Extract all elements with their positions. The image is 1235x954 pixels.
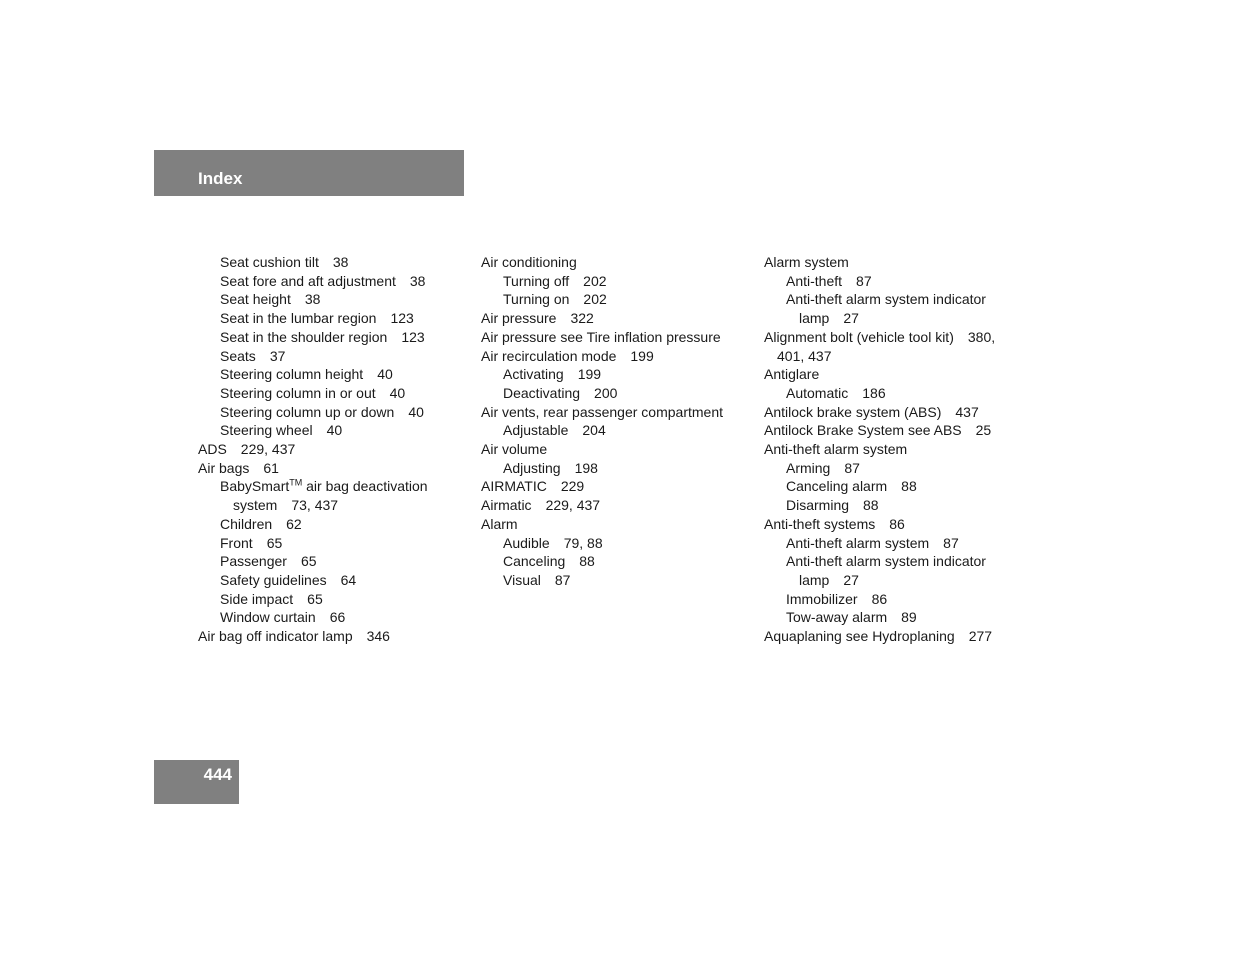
index-entry-term: Alarm [481,515,518,532]
index-entry-page-ref: 27 [843,571,859,588]
index-entry [198,403,468,422]
index-entry [198,571,468,590]
index-entry-term: 401, 437 [777,347,832,364]
index-entry [764,608,1034,627]
index-entry [764,534,1034,553]
index-entry-page-ref: 40 [408,403,424,420]
index-entry-page-ref: 87 [554,571,571,588]
index-entry [481,365,751,384]
index-entry [198,552,468,571]
index-entry-term: Alarm system [764,254,849,270]
index-entry-term: Seat height [220,291,291,308]
index-entry-term: Seat in the shoulder region [220,328,388,345]
index-entry-page-ref: 64 [340,571,357,588]
index-entry [198,627,468,646]
index-entry [481,309,751,328]
index-entry-page-ref: 123 [390,310,414,327]
index-entry-page-ref: 38 [332,254,349,270]
index-entry-term-continued: air bag deactivation [302,478,428,495]
index-entry [198,309,468,328]
index-entry-term: Anti-theft [786,272,843,289]
index-entry [198,347,468,366]
index-entry [481,384,751,403]
index-entry-term: Antilock Brake System see ABS [764,422,962,439]
index-entry-term: Air vents, rear passenger compartment [481,403,723,420]
index-entry-term: Alignment bolt (vehicle tool kit) [764,328,954,345]
page-title: Index [198,169,243,188]
index-entry-page-ref: 346 [366,628,390,645]
index-entry [481,440,751,459]
index-entry-page-ref: 73, 437 [291,497,339,514]
index-entry-page-ref: 123 [401,328,425,345]
index-entry-term: Steering column height [220,366,364,383]
index-entry-term: Activating [503,366,564,383]
index-entry-term: Air recirculation mode [481,347,617,364]
index-entry [481,347,751,366]
page-number: 444 [203,765,232,784]
index-entry-page-ref: 79, 88 [563,534,603,551]
index-entry [481,421,751,440]
index-entry [481,328,751,347]
index-entry [481,459,751,478]
index-entry-page-ref: 86 [871,590,888,607]
index-entry-term: Anti-theft alarm system [764,441,908,458]
index-entry-page-ref: 229 [560,478,585,495]
index-entry-page-ref: 38 [304,291,321,308]
index-entry-term: lamp [799,571,830,588]
index-entry-term: Safety guidelines [220,571,327,588]
index-entry [764,552,1034,571]
index-entry-page-ref: 40 [389,384,406,401]
index-entry [198,365,468,384]
index-entry-page-ref: 25 [975,422,992,439]
index-entry-term: Air volume [481,441,548,458]
index-entry [198,590,468,609]
index-entry-page-ref: 27 [843,310,859,327]
index-entry [481,477,751,496]
index-entry-page-ref: 202 [583,291,607,308]
index-entry [764,571,1034,590]
index-entry [764,477,1034,496]
index-entry [764,440,1034,459]
index-entry [764,403,1034,422]
index-entry-page-ref: 65 [307,590,323,607]
index-entry-page-ref: 229, 437 [240,441,296,458]
index-entry-term: Aquaplaning see Hydroplaning [764,628,955,645]
index-entry-term: Anti-theft alarm system indicator [786,291,986,308]
index-entry-term: Steering column in or out [220,384,376,401]
index-entry [764,515,1034,534]
index-entry [764,496,1034,515]
index-entry [198,515,468,534]
index-entry-term: Seat in the lumbar region [220,310,377,327]
index-entry-page-ref: 380, [967,328,996,345]
index-entry-term: Immobilizer [786,590,858,607]
index-entry [764,328,1034,347]
index-entry-term: Air bag off indicator lamp [198,628,353,645]
index-entry-term: Antilock brake system (ABS) [764,403,942,420]
index-entry-page-ref: 62 [286,515,302,532]
index-entry-term: Steering wheel [220,422,313,439]
trademark-superscript: TM [289,477,303,488]
index-entry-term: Visual [503,571,541,588]
index-entry-page-ref: 186 [862,384,886,401]
index-entry [481,552,751,571]
page-number-box [154,760,239,804]
index-entry-term: Adjusting [503,459,561,476]
index-entry-page-ref: 437 [955,403,979,420]
index-entry-page-ref: 199 [630,347,654,364]
index-entry-page-ref: 202 [583,272,607,289]
index-entry-term: Anti-theft alarm system [786,534,930,551]
index-entry-page-ref: 66 [329,609,346,626]
index-entry-term: Seat fore and aft adjustment [220,272,396,289]
index-entry [481,534,751,553]
index-entry-term: Anti-theft systems [764,515,876,532]
index-entry-page-ref: 40 [377,366,393,383]
index-entry-term: Air pressure see Tire inflation pressure [481,328,721,345]
index-entry-term: Deactivating [503,384,581,401]
index-column-1 [198,253,468,646]
index-entry [764,384,1034,403]
index-column-3 [764,253,1034,646]
index-entry-page-ref: 88 [579,553,595,570]
index-entry-term: Steering column up or down [220,403,395,420]
index-entry-term: Turning on [503,291,570,308]
index-entry-term: Window curtain [220,609,316,626]
index-entry-term: lamp [799,310,830,327]
index-entry [764,347,1034,366]
index-entry [764,290,1034,309]
index-column-2 [481,253,751,590]
index-entry-term: BabySmart [220,478,290,495]
index-header-bar [154,150,464,196]
index-entry-page-ref: 277 [968,628,993,645]
index-entry [198,272,468,291]
index-entry-term: Front [220,534,253,551]
index-entry [764,309,1034,328]
index-entry [764,272,1034,291]
index-entry-page-ref: 322 [570,310,594,327]
index-entry-page-ref: 65 [300,553,317,570]
index-entry-term: Turning off [503,272,570,289]
index-entry-term: Adjustable [503,422,569,439]
index-entry-page-ref: 38 [409,272,426,289]
index-entry [481,496,751,515]
index-entry [764,421,1034,440]
index-entry [198,477,468,496]
index-entry-page-ref: 37 [269,347,286,364]
index-entry-page-ref: 204 [582,422,606,439]
index-entry-term: system [233,497,278,514]
index-entry [198,253,468,272]
index-entry [481,403,751,422]
index-entry [198,496,468,515]
index-entry-page-ref: 61 [263,459,279,476]
index-entry-page-ref: 89 [901,609,917,626]
index-entry-term: Air conditioning [481,254,577,270]
index-entry [764,253,1034,272]
index-entry [481,290,751,309]
index-entry-term: Seat cushion tilt [220,254,319,270]
index-entry-page-ref: 87 [943,534,959,551]
index-entry-page-ref: 200 [594,384,618,401]
index-entry [481,272,751,291]
index-entry-term: Arming [786,459,831,476]
index-entry-term: Children [220,515,273,532]
index-entry-page-ref: 198 [574,459,598,476]
index-entry-term: Seats [220,347,256,364]
index-entry [764,590,1034,609]
index-entry-page-ref: 40 [326,422,343,439]
index-entry-term: AIRMATIC [481,478,547,495]
index-entry-term: Automatic [786,384,849,401]
index-entry [481,571,751,590]
index-entry-page-ref: 86 [889,515,905,532]
index-entry-term: Side impact [220,590,294,607]
index-entry [764,459,1034,478]
index-entry [198,440,468,459]
index-entry-term: Airmatic [481,497,532,514]
index-entry [198,421,468,440]
index-entry-page-ref: 87 [856,272,872,289]
index-entry [481,253,751,272]
index-entry-page-ref: 65 [266,534,283,551]
index-entry [198,608,468,627]
index-entry-term: ADS [198,441,227,458]
index-entry-page-ref: 229, 437 [545,497,601,514]
index-entry-term: Air pressure [481,310,557,327]
index-entry-term: Disarming [786,497,850,514]
index-entry [764,627,1034,646]
index-entry-term: Passenger [220,553,287,570]
index-entry-term: Audible [503,534,550,551]
index-entry-term: Tow-away alarm [786,609,888,626]
index-entry [198,384,468,403]
index-entry [198,534,468,553]
index-entry-page-ref: 87 [844,459,860,476]
index-entry-term: Canceling alarm [786,478,888,495]
index-entry-term: Canceling [503,553,566,570]
index-entry [198,459,468,478]
index-entry [764,365,1034,384]
index-entry [198,328,468,347]
index-entry-term: Anti-theft alarm system indicator [786,553,986,570]
index-entry-term: Antiglare [764,366,820,383]
index-entry [198,290,468,309]
index-entry-page-ref: 88 [863,497,879,514]
index-entry-page-ref: 88 [901,478,917,495]
index-entry [481,515,751,534]
index-entry-term: Air bags [198,459,250,476]
index-entry-page-ref: 199 [577,366,602,383]
